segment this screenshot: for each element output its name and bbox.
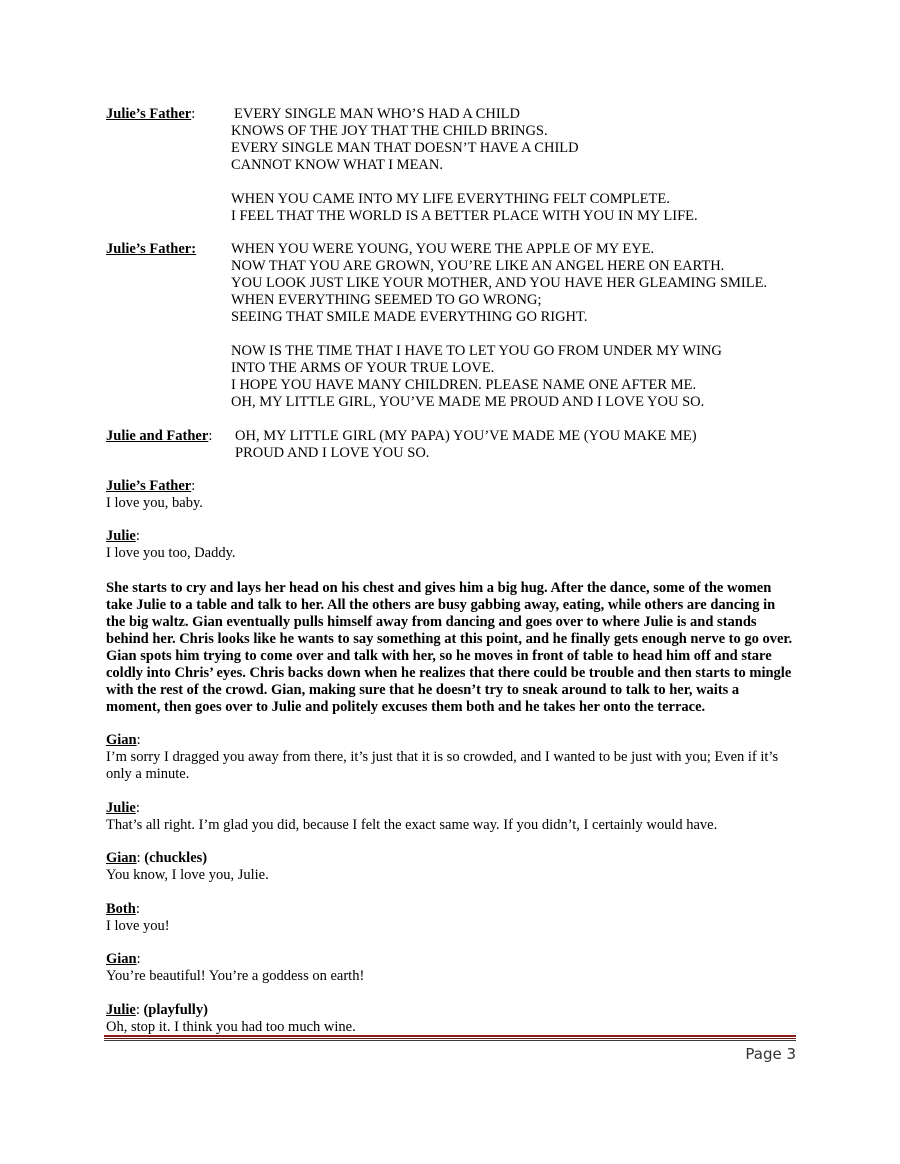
dialogue-text: You know, I love you, Julie. [106,867,269,883]
speaker-label: Julie and Father: [106,428,213,444]
dialogue-text: I love you! [106,918,170,934]
dialogue-entry: Gian: I’m sorry I dragged you away from there, it’s just that it is so crowded, and I wanted to be just with you; Even if it’s only a minute. [106,732,796,783]
page-number: Page 3 [745,1045,796,1063]
lyric-line: EVERY SINGLE MAN THAT DOESN’T HAVE A CHILD [231,140,579,156]
speaker-label: Julie’s Father: [106,106,196,122]
lyrics [231,241,767,411]
speaker-label: Julie [106,528,136,544]
dialogue-entry: Julie: (playfully) Oh, stop it. I think you had too much wine. [106,1002,796,1036]
dialogue-text: I love you too, Daddy. [106,545,236,561]
speaker-label: Julie’s Father: [106,241,197,257]
dialogue-entry: Gian: (chuckles) You know, I love you, Julie. [106,850,796,884]
lyric-line: NOW IS THE TIME THAT I HAVE TO LET YOU GO FROM UNDER MY WING [231,343,722,359]
dialogue-text: I’m sorry I dragged you away from there, it’s just that it is so crowded, and I wanted to be just with you; Even if it’s only a minute. [106,749,779,782]
stage-direction: She starts to cry and lays her head on his chest and gives him a big hug. After the dance, some of the women take Julie to a table and talk to her. All the others are busy gabbing away, eating, while others are dancing in the big waltz. Gian eventually pulls himself away from dancing and goes over to where Julie is and stands behind her. Chris looks like he wants to say something at this point, and he finally gets enough nerve to go over. Gian spots him trying to come over and talk with her, so he moves in front of table to head him off and stare coldly into Chris’ eyes. Chris backs down when he realizes that there could be trouble and then starts to mingle with the rest of the crowd. Gian, making sure that he doesn’t try to sneak around to talk to her, waits a moment, then goes over to Julie and politely excuses them both and he takes her onto the terrace. [106,580,793,715]
lyric-line: WHEN YOU WERE YOUNG, YOU WERE THE APPLE OF MY EYE. [231,241,655,257]
lyrics [231,106,698,225]
dialogue-text: That’s all right. I’m glad you did, because I felt the exact same way. If you didn’t, I certainly would have. [106,817,718,833]
dialogue-entry: Julie: I love you too, Daddy. [106,528,796,562]
speaker-label: Gian [106,850,137,866]
speaker-label: Julie [106,1002,136,1018]
lyric-line: KNOWS OF THE JOY THAT THE CHILD BRINGS. [231,123,548,139]
dialogue-entry: Gian: You’re beautiful! You’re a goddess on earth! [106,951,796,985]
dialogue-text: You’re beautiful! You’re a goddess on earth! [106,968,365,984]
lyric-line: OH, MY LITTLE GIRL (MY PAPA) YOU’VE MADE ME (YOU MAKE ME) [235,428,697,444]
lyric-line: NOW THAT YOU ARE GROWN, YOU’RE LIKE AN ANGEL HERE ON EARTH. [231,258,725,274]
speaker-label: Both [106,901,136,917]
dialogue-text: Oh, stop it. I think you had too much wine. [106,1019,356,1035]
lyrics [235,428,697,462]
lyric-line: INTO THE ARMS OF YOUR TRUE LOVE. [231,360,495,376]
footer-rule [104,1035,796,1037]
speaker-label: Julie [106,800,136,816]
lyric-line: OH, MY LITTLE GIRL, YOU’VE MADE ME PROUD AND I LOVE YOU SO. [231,394,705,410]
lyric-line: CANNOT KNOW WHAT I MEAN. [231,157,443,173]
dialogue-text: I love you, baby. [106,495,203,511]
dialogue-entry: Julie: That’s all right. I’m glad you did, because I felt the exact same way. If you didn’t, I certainly would have. [106,800,796,834]
lyric-line: PROUD AND I LOVE YOU SO. [235,445,430,461]
speaker-label: Julie’s Father [106,478,192,494]
parenthetical: (chuckles) [144,850,208,866]
lyric-line: I HOPE YOU HAVE MANY CHILDREN. PLEASE NAME ONE AFTER ME. [231,377,697,393]
lyric-line: I FEEL THAT THE WORLD IS A BETTER PLACE WITH YOU IN MY LIFE. [231,208,698,224]
parenthetical: (playfully) [143,1002,208,1018]
dialogue-entry: Julie’s Father: I love you, baby. [106,478,796,512]
speaker-label: Gian [106,732,137,748]
dialogue-entry: Both: I love you! [106,901,796,935]
lyric-line: WHEN YOU CAME INTO MY LIFE EVERYTHING FELT COMPLETE. [231,191,670,207]
lyric-line: YOU LOOK JUST LIKE YOUR MOTHER, AND YOU HAVE HER GLEAMING SMILE. [231,275,768,291]
lyric-line: WHEN EVERYTHING SEEMED TO GO WRONG; [231,292,542,308]
speaker-label: Gian [106,951,137,967]
lyric-line: EVERY SINGLE MAN WHO’S HAD A CHILD [234,106,520,122]
footer-rule [104,1038,796,1039]
lyric-line: SEEING THAT SMILE MADE EVERYTHING GO RIGHT. [231,309,588,325]
footer-rule [104,1040,796,1041]
